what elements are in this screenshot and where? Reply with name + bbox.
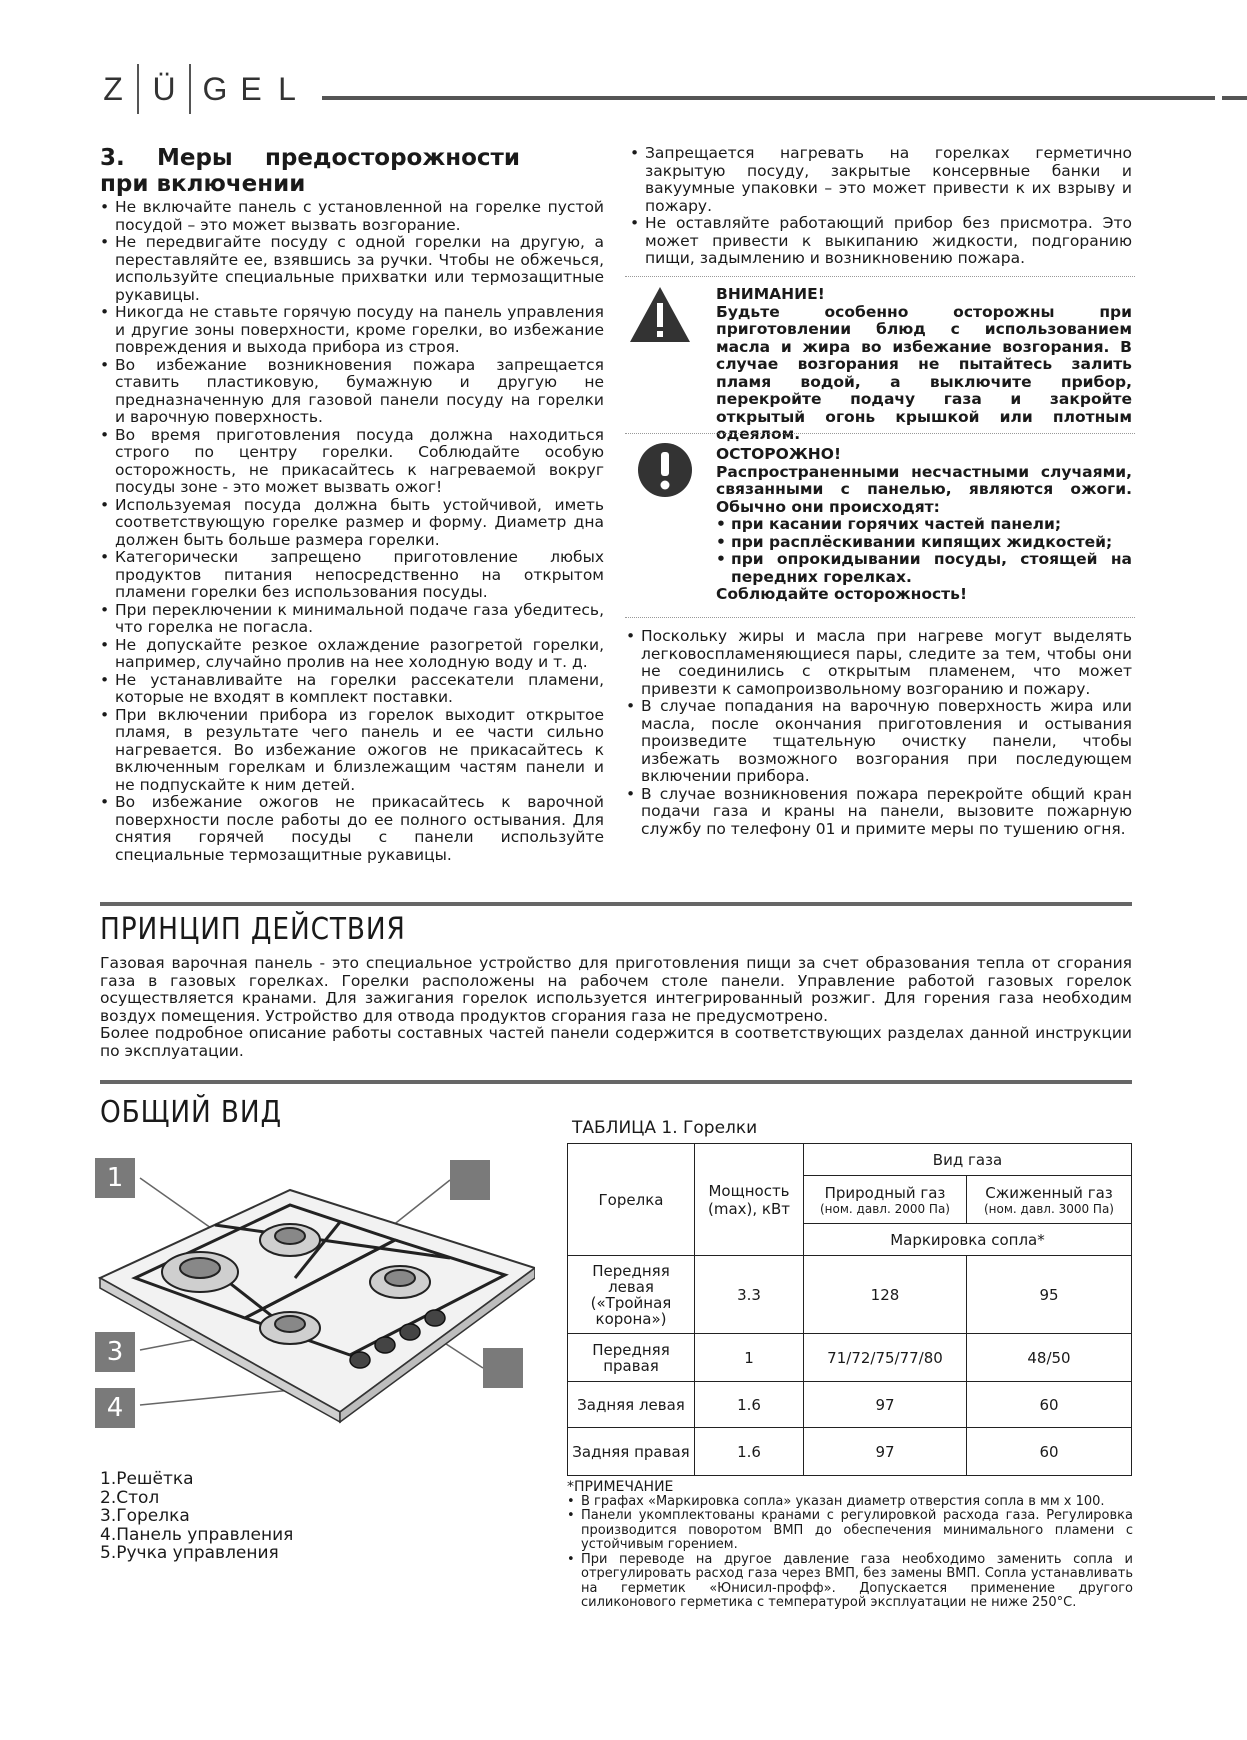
warning-attention: [716, 286, 1132, 444]
list-item: • Не включайте панель с установленной на горелке пустой посудой – это может вызвать возгорание.: [100, 199, 604, 234]
header-nozzle-marking: Маркировка сопла*: [804, 1224, 1132, 1256]
safety-right-list-top: [630, 145, 1132, 268]
legend-item: 3.Горелка: [100, 1506, 190, 1526]
warning-title: ОСТОРОЖНО!: [716, 445, 842, 463]
cell-lpg: 60: [967, 1428, 1132, 1476]
list-item: • Панели укомплектованы кранами с регулировкой расхода газа. Регулировка производится поворотом ВМП до обеспечения минимального пламени с устойчивым горением.: [567, 1509, 1133, 1553]
legend-item: 4.Панель управления: [100, 1524, 294, 1545]
divider: [625, 433, 1135, 434]
section-rule: [100, 1080, 1132, 1084]
cell-natural: 97: [804, 1428, 967, 1476]
list-item: • Используемая посуда должна быть устойчивой, иметь соответствующую горелке размер и форму. Диаметр дна должен быть больше размера горелки.: [100, 497, 604, 550]
list-item: • Поскольку жиры и масла при нагреве могут выделять легковоспламеняющиеся пары, следите за тем, чтобы они не соединились с открытым пламенем, что может привезти к самопроизвольному возгоранию и пожару.: [626, 628, 1132, 698]
divider: [625, 617, 1135, 618]
cell-natural: 71/72/75/77/80: [804, 1334, 967, 1382]
warning-closing: Соблюдайте осторожность!: [716, 585, 968, 603]
principle-paragraph: Газовая варочная панель - это специальное устройство для приготовления пищи за счет образования тепла от сгорания газа в газовых горелках. Горелки расположены на рабочем столе панели. Управление работой газовых горелок осуществляется кранами. Для зажигания горелок используется интегрированный розжиг. Для горения газа необходим воздух помещения. Устройство для отвода продуктов сгорания газа не предусмотрено.: [100, 954, 1132, 1025]
safety-title: 3. Меры предосторожности при включении: [100, 145, 520, 197]
brand-logo: [95, 72, 305, 106]
cell-power: 1: [695, 1334, 804, 1382]
note-list: [567, 1495, 1133, 1611]
section-rule: [100, 902, 1132, 906]
warning-text: Распространенными несчастными случаями, связанными с панелью, являются ожоги. Обычно они происходят:: [716, 462, 1132, 516]
list-item: • при расплёскивании кипящих жидкостей;: [716, 534, 1132, 552]
cell-natural: 128: [804, 1256, 967, 1334]
divider: [625, 276, 1135, 277]
list-item: • Запрещается нагревать на горелках герметично закрытую посуду, закрытые консервные банки и вакуумные упаковки – это может привести к их взрыву и пожару.: [630, 145, 1132, 215]
overview-title: ОБЩИЙ ВИД: [100, 1095, 283, 1130]
warning-list: [716, 516, 1132, 586]
list-item: • при касании горячих частей панели;: [716, 516, 1132, 534]
logo-letter: Z: [103, 70, 123, 107]
exclamation-circle-icon: [635, 440, 695, 500]
header-natural-gas: Природный газ (ном. давл. 2000 Па): [804, 1176, 967, 1224]
list-item: • Во время приготовления посуда должна находиться строго по центру горелки. Соблюдайте особую осторожность, не прикасайтесь к нагреваемой вокруг посуды зоне - это может вызвать ожог!: [100, 427, 604, 497]
safety-right-bottom: [626, 628, 1132, 838]
principle-title: ПРИНЦИП ДЕЙСТВИЯ: [100, 912, 406, 947]
list-item: • Никогда не ставьте горячую посуду на панель управления и другие зоны поверхности, кроме горелки, во избежание повреждения и выхода прибора из строя.: [100, 304, 604, 357]
header-rule: [322, 96, 1215, 100]
cell-power: 3.3: [695, 1256, 804, 1334]
principle-body: [100, 955, 1132, 1060]
cell-burner: Передняя правая: [568, 1334, 695, 1382]
callout-2: [450, 1160, 490, 1200]
cell-power: 1.6: [695, 1428, 804, 1476]
safety-left-list: [100, 199, 604, 864]
header-lpg: Сжиженный газ (ном. давл. 3000 Па): [967, 1176, 1132, 1224]
cell-burner: Передняя левая («Тройная корона»): [568, 1256, 695, 1334]
legend-item: 5.Ручка управления: [100, 1543, 279, 1563]
warning-text: Будьте особенно осторожны при приготовлении блюд с использованием масла и жира во избежание возгорания. В случае возгорания не пытайтесь залить пламя водой, а выключите прибор, перекройте подачу газа и закройте открытый огонь крышкой или плотным одеялом.: [716, 302, 1132, 443]
callout-3: 3: [95, 1332, 135, 1372]
table-row: [568, 1428, 1132, 1476]
cooktop-diagram: [95, 1150, 535, 1430]
list-item: • Не передвигайте посуду с одной горелки на другую, а переставляйте ее, взявшись за ручки. Чтобы не обжечься, используйте специальные прихватки или термозащитные рукавицы.: [100, 234, 604, 304]
overview-legend: [100, 1470, 293, 1563]
principle-paragraph: Более подробное описание работы составных частей панели содержится в соответствующих разделах данной инструкции по эксплуатации.: [100, 1024, 1132, 1060]
table-row: [568, 1334, 1132, 1382]
callout-5: [483, 1348, 523, 1388]
cell-lpg: 60: [967, 1382, 1132, 1428]
warning-title: ВНИМАНИЕ!: [716, 285, 825, 303]
list-item: • при опрокидывании посуды, стоящей на передних горелках.: [716, 551, 1132, 586]
list-item: • В графах «Маркировка сопла» указан диаметр отверстия сопла в мм х 100.: [567, 1495, 1133, 1510]
list-item: • При переводе на другое давление газа необходимо заменить сопла и отрегулировать расход газа через ВМП, без замены ВМП. Сопла устанавливать на герметик «Юнисил-профф». Допускается применение другого силиконового герметика с температурой эксплуатации не ниже 250°C.: [567, 1553, 1133, 1611]
burner-table-wrap: [567, 1143, 1132, 1476]
logo-letter-boxed: Ü: [137, 64, 191, 114]
cell-lpg: 48/50: [967, 1334, 1132, 1382]
cell-burner: Задняя правая: [568, 1428, 695, 1476]
table-row: [568, 1382, 1132, 1428]
list-item: • Во избежание возникновения пожара запрещается ставить пластиковую, бумажную и другую не предназначенную для газовой панели посуду на горелки и варочную поверхность.: [100, 357, 604, 427]
logo-letter: E: [240, 70, 262, 107]
callout-4: 4: [95, 1388, 135, 1428]
logo-letter: G: [202, 70, 228, 107]
header-burner: Горелка: [568, 1144, 695, 1256]
list-item: • Не оставляйте работающий прибор без присмотра. Это может привести к выкипанию жидкости, подгоранию пищи, задымлению и возникновению пожара.: [630, 215, 1132, 268]
list-item: • Не устанавливайте на горелки рассекатели пламени, которые не входят в комплект поставки.: [100, 672, 604, 707]
legend-item: 2.Стол: [100, 1487, 160, 1508]
header-power: Мощность (max), кВт: [695, 1144, 804, 1256]
burner-table: [567, 1143, 1132, 1476]
safety-left-column: [100, 145, 604, 864]
cell-burner: Задняя левая: [568, 1382, 695, 1428]
header-rule-end: [1222, 96, 1247, 100]
header-gas-type: Вид газа: [804, 1144, 1132, 1176]
logo-letter: L: [278, 70, 296, 107]
table-note: [567, 1480, 1133, 1611]
safety-right-column: [630, 145, 1132, 268]
warning-caution: [716, 446, 1132, 604]
legend-item: 1.Решётка: [100, 1469, 194, 1489]
cell-power: 1.6: [695, 1382, 804, 1428]
cell-natural: 97: [804, 1382, 967, 1428]
table-row: [568, 1256, 1132, 1334]
callout-1: 1: [95, 1158, 135, 1198]
list-item: • При включении прибора из горелок выходит открытое пламя, в результате чего панель и ее части сильно нагревается. Во избежание ожогов не прикасайтесь к включенным горелкам и близлежащим частям панели и не подпускайте к ним детей.: [100, 707, 604, 795]
list-item: • Во избежание ожогов не прикасайтесь к варочной поверхности после работы до ее полного остывания. Для снятия горячей посуды с панели используйте специальные термозащитные рукавицы.: [100, 794, 604, 864]
cell-lpg: 95: [967, 1256, 1132, 1334]
table-caption: ТАБЛИЦА 1. Горелки: [572, 1118, 758, 1138]
list-item: • При переключении к минимальной подаче газа убедитесь, что горелка не погасла.: [100, 602, 604, 637]
note-title: *ПРИМЕЧАНИЕ: [567, 1479, 674, 1495]
safety-right-list-bottom: [626, 628, 1132, 838]
list-item: • В случае попадания на варочную поверхность жира или масла, после окончания приготовления и остывания произведите тщательную очистку панели, чтобы избежать возможного возгорания при последующем включении прибора.: [626, 698, 1132, 786]
list-item: • Категорически запрещено приготовление любых продуктов питания непосредственно на открытом пламени горелки без использования посуды.: [100, 549, 604, 602]
warning-triangle-icon: [628, 285, 692, 345]
list-item: • Не допускайте резкое охлаждение разогретой горелки, например, случайно пролив на нее холодную воду и т. д.: [100, 637, 604, 672]
list-item: • В случае возникновения пожара перекройте общий кран подачи газа и краны на панели, вызовите пожарную службу по телефону 01 и примите меры по тушению огня.: [626, 786, 1132, 839]
